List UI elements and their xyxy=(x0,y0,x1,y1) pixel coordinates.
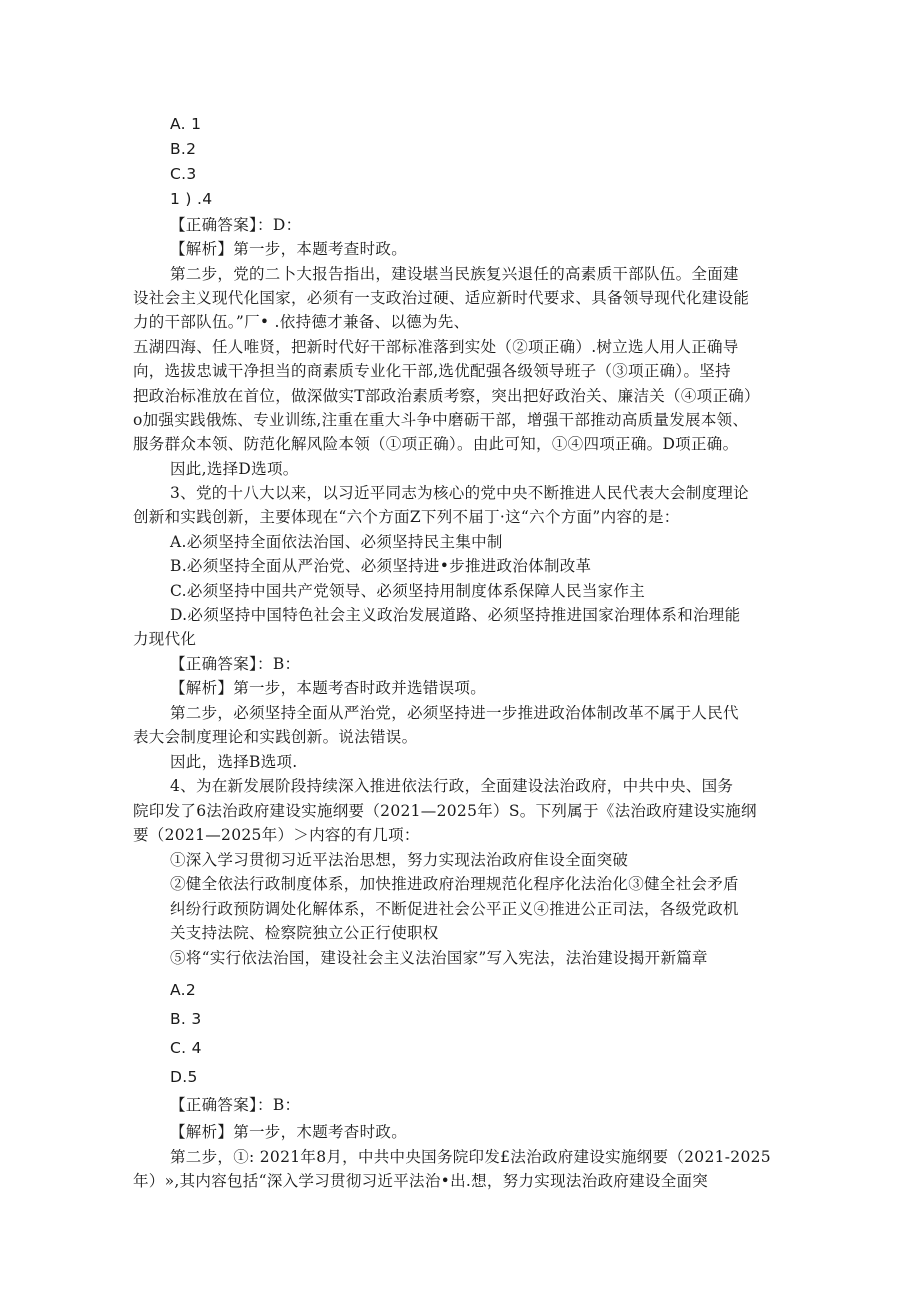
q4-item: 纠纷行政预防调处化解体系，不断促进社会公平正义④推进公正司法，各级党政机 xyxy=(170,900,739,918)
q3-option-c: C.必须坚持中国共产党领导、必须坚持用制度体系保障人民当家作主 xyxy=(170,582,646,600)
q2-analysis-line: 五湖四海、任人唯贤，把新时代好干部标准落到实处（②项正确）.树立选人用人正确导 xyxy=(133,338,739,356)
q4-analysis-line: 年）»,其内容包括“深入学习贯彻习近平法治•出.想，努力实现法治政府建设全面突 xyxy=(133,1172,709,1190)
q2-option-d: 1 ) .4 xyxy=(170,190,213,208)
q4-option-b: B. 3 xyxy=(170,1010,202,1028)
q3-analysis-line: 第二步，必须坚持全面从严治党，必须坚持进一步推进政治体制改革不属于人民代 xyxy=(170,704,739,722)
q4-stem-line: 院印发了6法治政府建设实施纲要（2021—2025年）S。下列属于《法治政府建设实施纲 xyxy=(133,802,757,820)
q3-conclusion: 因此，选择B选项. xyxy=(170,753,298,771)
q4-analysis-line: 第二步，①: 2021年8月，中共中央国务院印发£法治政府建设实施纲要（2021-2025 xyxy=(170,1148,771,1166)
q4-item: ⑤将“实行依法治国，建设社会主义法治国家”写入宪法，法治建设揭开新篇章 xyxy=(170,949,708,967)
q3-option-d: D.必须坚持中国特色社会主义政治发展道路、必须坚持推进国家治理体系和治理能 xyxy=(170,606,741,624)
q3-option-d-cont: 力现代化 xyxy=(133,630,197,648)
q4-option-d: D.5 xyxy=(170,1068,198,1086)
q4-item: ①深入学习贯彻习近平法治思想，努力实现法治政府隹设全面突破 xyxy=(170,851,629,869)
q2-analysis-line: 把政治标准放在首位，做深做实T部政治素质考察，突出把好政治关、廉洁关（④项正确） xyxy=(133,387,760,405)
q4-item: ②健全依法行政制度体系，加快推进政府治理规范化程序化法治化③健全社会矛盾 xyxy=(170,875,739,893)
q2-option-a: A. 1 xyxy=(170,115,202,133)
q3-option-a: A.必须坚持全面依法治国、必须坚持民主集中制 xyxy=(170,533,503,551)
q4-analysis-step1: 【解析】第一步，木题考杳时政。 xyxy=(170,1123,408,1141)
q2-analysis-line: o加强实践俄炼、专业训练,注重在重大斗争中磨砺干部，增强干部推动高质量发展本领、 xyxy=(133,411,749,429)
q3-analysis-line: 表大会制度理论和实践创新。说法错误。 xyxy=(133,728,418,746)
q2-analysis-line: 服务群众本领、防范化解风险本领（①项正确）。由此可知，①④四项正确。D项正确。 xyxy=(133,435,739,453)
q4-stem-line: 4、为在新发展阶段持续深入推进依法行政，全面建设法治政府，中共中央、国务 xyxy=(170,777,734,795)
q3-answer: 【正确答案】：B： xyxy=(170,655,301,673)
q3-stem-line: 创新和实践创新，主要体现在“六个方面Z下列不届丁·这“六个方面”内容的是： xyxy=(133,508,680,526)
q2-option-c: C.3 xyxy=(170,165,197,183)
q4-option-a: A.2 xyxy=(170,981,197,999)
q2-option-b: B.2 xyxy=(170,140,197,158)
q3-analysis-step1: 【解析】第一步，本题考杳时政并选错误项。 xyxy=(170,679,487,697)
q3-option-b: B.必须坚持全面从严治党、必须坚持进•步推进政治体制改革 xyxy=(170,557,592,575)
q2-answer: 【正确答案】：D： xyxy=(170,216,302,234)
q2-analysis-line: 第二步，党的二卜大报告指出，建设堪当民族复兴退任的高素质干部队伍。全面建 xyxy=(170,265,739,283)
q2-analysis-step1: 【解析】第一步，本题考查时政。 xyxy=(170,240,408,258)
q2-conclusion: 因此,选择D选项。 xyxy=(170,460,299,478)
q2-analysis-line: 设社会主义现代化国家，必须有一支政治过硬、适应新时代要求、具备领导现代化建设能 xyxy=(133,289,750,307)
q2-analysis-line: 向，选拔忠诚干净担当的商素质专业化干部,选优配强各级领导班子（③项正确）。坚持 xyxy=(133,362,731,380)
q4-stem-line: 要（2021—2025年）＞内容的有几项： xyxy=(133,826,420,844)
q4-item: 关支持法院、检察院独立公正行使职权 xyxy=(170,924,439,942)
q2-analysis-line: 力的干部队伍。”厂• .依持德才兼备、以德为先、 xyxy=(133,313,470,331)
q3-stem-line: 3、党的十八大以来，以习近平同志为核心的党中央不断推进人民代表大会制度理论 xyxy=(170,484,749,502)
q4-answer: 【正确答案】：B： xyxy=(170,1096,301,1114)
q4-option-c: C. 4 xyxy=(170,1039,202,1057)
